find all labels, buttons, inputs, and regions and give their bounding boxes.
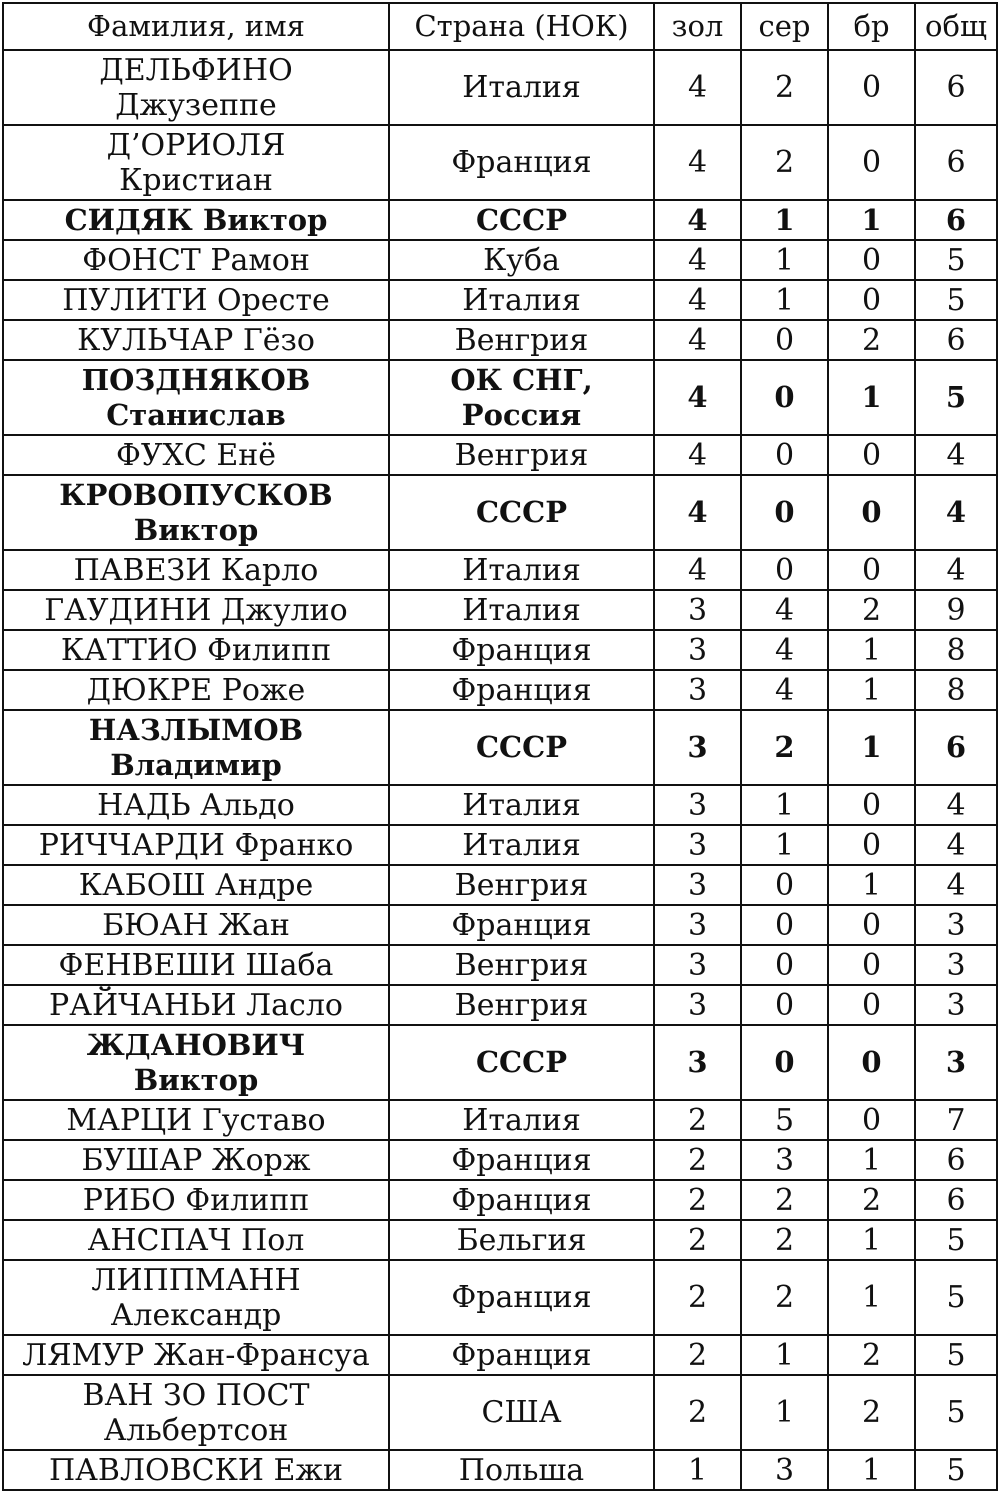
silver-count-cell: 4	[741, 630, 828, 670]
header-silver: сер	[741, 3, 828, 50]
table-row	[3, 630, 997, 670]
silver-count-cell: 0	[741, 550, 828, 590]
bronze-count-cell: 0	[828, 985, 915, 1025]
table-row	[3, 280, 997, 320]
gold-count-cell: 4	[654, 280, 741, 320]
athlete-name-cell	[3, 865, 389, 905]
athlete-name-cell	[3, 320, 389, 360]
athlete-name-cell	[3, 1220, 389, 1260]
total-count-cell: 4	[915, 550, 997, 590]
bronze-count-cell: 1	[828, 630, 915, 670]
gold-count-cell: 3	[654, 985, 741, 1025]
country-cell	[389, 240, 654, 280]
country-cell	[389, 1260, 654, 1335]
table-row	[3, 240, 997, 280]
bronze-count-cell: 0	[828, 280, 915, 320]
gold-count-cell: 2	[654, 1375, 741, 1450]
athlete-name-line: ПАВЛОВСКИ Ежи	[49, 1452, 343, 1488]
bronze-count-cell: 2	[828, 320, 915, 360]
silver-count-cell: 2	[741, 1260, 828, 1335]
country-line: СССР	[475, 1045, 568, 1079]
country-line: Россия	[461, 397, 582, 432]
country-line: Бельгия	[456, 1222, 587, 1258]
table-row	[3, 1375, 997, 1450]
country-line: Венгрия	[454, 437, 589, 473]
athlete-name-line: РИЧЧАРДИ Франко	[38, 827, 354, 863]
athlete-name-cell	[3, 1180, 389, 1220]
country-cell	[389, 1450, 654, 1490]
table-body	[3, 50, 997, 1490]
athlete-name-cell	[3, 1025, 389, 1100]
total-count-cell: 5	[915, 1260, 997, 1335]
athlete-name-line: Виктор	[133, 1062, 259, 1097]
total-count-cell: 3	[915, 1025, 997, 1100]
athlete-name-line: ФОНСТ Рамон	[82, 242, 310, 278]
total-count-cell: 6	[915, 710, 997, 785]
header-country: Страна (НОК)	[389, 3, 654, 50]
country-line: Франция	[451, 1182, 592, 1218]
country-line: Венгрия	[454, 322, 589, 358]
country-cell	[389, 1375, 654, 1450]
total-count-cell: 9	[915, 590, 997, 630]
country-cell	[389, 280, 654, 320]
country-cell	[389, 475, 654, 550]
total-count-cell: 6	[915, 200, 997, 240]
gold-count-cell: 3	[654, 630, 741, 670]
table-row	[3, 905, 997, 945]
bronze-count-cell: 0	[828, 905, 915, 945]
table-row	[3, 1100, 997, 1140]
country-cell	[389, 710, 654, 785]
silver-count-cell: 1	[741, 1335, 828, 1375]
athlete-name-line: ПОЗДНЯКОВ	[81, 362, 311, 397]
table-row	[3, 1335, 997, 1375]
table-row	[3, 360, 997, 435]
athlete-name-line: Владимир	[110, 747, 282, 782]
total-count-cell: 5	[915, 1335, 997, 1375]
silver-count-cell: 1	[741, 785, 828, 825]
medal-table	[2, 2, 998, 1491]
bronze-count-cell: 2	[828, 590, 915, 630]
athlete-name-line: ЛИППМАНН	[91, 1262, 301, 1298]
country-line: Италия	[462, 592, 581, 628]
bronze-count-cell: 1	[828, 360, 915, 435]
country-cell	[389, 785, 654, 825]
table-row	[3, 50, 997, 125]
athlete-name-line: СИДЯК Виктор	[64, 202, 328, 237]
total-count-cell: 5	[915, 1375, 997, 1450]
table-row	[3, 435, 997, 475]
silver-count-cell: 0	[741, 475, 828, 550]
athlete-name-cell	[3, 360, 389, 435]
athlete-name-cell	[3, 825, 389, 865]
athlete-name-line: ГАУДИНИ Джулио	[44, 592, 348, 628]
silver-count-cell: 0	[741, 360, 828, 435]
athlete-name-cell	[3, 1450, 389, 1490]
gold-count-cell: 3	[654, 590, 741, 630]
bronze-count-cell: 0	[828, 435, 915, 475]
gold-count-cell: 3	[654, 905, 741, 945]
bronze-count-cell: 0	[828, 785, 915, 825]
athlete-name-cell	[3, 1335, 389, 1375]
athlete-name-line: БЮАН Жан	[102, 907, 290, 943]
bronze-count-cell: 1	[828, 865, 915, 905]
gold-count-cell: 4	[654, 320, 741, 360]
silver-count-cell: 0	[741, 1025, 828, 1100]
gold-count-cell: 1	[654, 1450, 741, 1490]
gold-count-cell: 2	[654, 1140, 741, 1180]
country-line: СССР	[475, 495, 568, 529]
country-cell	[389, 945, 654, 985]
total-count-cell: 5	[915, 240, 997, 280]
silver-count-cell: 1	[741, 1375, 828, 1450]
table-row	[3, 865, 997, 905]
total-count-cell: 4	[915, 785, 997, 825]
gold-count-cell: 4	[654, 125, 741, 200]
gold-count-cell: 4	[654, 435, 741, 475]
table-row	[3, 475, 997, 550]
athlete-name-cell	[3, 785, 389, 825]
silver-count-cell: 1	[741, 280, 828, 320]
bronze-count-cell: 2	[828, 1180, 915, 1220]
athlete-name-cell	[3, 905, 389, 945]
athlete-name-cell	[3, 1100, 389, 1140]
table-row	[3, 550, 997, 590]
silver-count-cell: 0	[741, 945, 828, 985]
athlete-name-line: Альбертсон	[103, 1412, 289, 1448]
total-count-cell: 4	[915, 865, 997, 905]
country-line: США	[481, 1395, 562, 1430]
athlete-name-cell	[3, 200, 389, 240]
table-row	[3, 1025, 997, 1100]
country-line: Италия	[462, 282, 581, 318]
table-row	[3, 785, 997, 825]
gold-count-cell: 3	[654, 825, 741, 865]
header-row	[3, 3, 997, 50]
bronze-count-cell: 0	[828, 125, 915, 200]
bronze-count-cell: 2	[828, 1335, 915, 1375]
athlete-name-cell	[3, 50, 389, 125]
total-count-cell: 6	[915, 125, 997, 200]
gold-count-cell: 2	[654, 1220, 741, 1260]
athlete-name-line: Александр	[110, 1297, 282, 1333]
athlete-name-cell	[3, 945, 389, 985]
athlete-name-line: ПУЛИТИ Оресте	[62, 282, 330, 318]
country-line: Франция	[451, 1280, 592, 1315]
country-line: Италия	[462, 1102, 581, 1138]
country-line: Венгрия	[454, 987, 589, 1023]
athlete-name-cell	[3, 475, 389, 550]
bronze-count-cell: 1	[828, 1260, 915, 1335]
total-count-cell: 8	[915, 670, 997, 710]
silver-count-cell: 1	[741, 825, 828, 865]
total-count-cell: 4	[915, 435, 997, 475]
country-cell	[389, 1220, 654, 1260]
athlete-name-cell	[3, 630, 389, 670]
country-cell	[389, 1335, 654, 1375]
country-cell	[389, 435, 654, 475]
bronze-count-cell: 1	[828, 1450, 915, 1490]
total-count-cell: 3	[915, 985, 997, 1025]
table-row	[3, 1260, 997, 1335]
country-cell	[389, 360, 654, 435]
country-line: СССР	[475, 730, 568, 764]
table-row	[3, 1140, 997, 1180]
country-cell	[389, 550, 654, 590]
total-count-cell: 8	[915, 630, 997, 670]
country-line: Венгрия	[454, 947, 589, 983]
gold-count-cell: 3	[654, 670, 741, 710]
athlete-name-cell	[3, 240, 389, 280]
athlete-name-line: КАБОШ Андре	[78, 867, 314, 903]
country-cell	[389, 125, 654, 200]
gold-count-cell: 4	[654, 240, 741, 280]
athlete-name-line: БУШАР Жорж	[81, 1142, 311, 1178]
bronze-count-cell: 1	[828, 670, 915, 710]
silver-count-cell: 0	[741, 985, 828, 1025]
total-count-cell: 5	[915, 360, 997, 435]
bronze-count-cell: 0	[828, 825, 915, 865]
total-count-cell: 3	[915, 905, 997, 945]
total-count-cell: 5	[915, 280, 997, 320]
gold-count-cell: 3	[654, 1025, 741, 1100]
country-cell	[389, 670, 654, 710]
bronze-count-cell: 0	[828, 1100, 915, 1140]
country-line: Франция	[451, 1142, 592, 1178]
athlete-name-line: ВАН ЗО ПОСТ	[82, 1377, 310, 1413]
total-count-cell: 3	[915, 945, 997, 985]
athlete-name-cell	[3, 125, 389, 200]
athlete-name-line: КУЛЬЧАР Гёзо	[77, 322, 315, 358]
country-cell	[389, 590, 654, 630]
silver-count-cell: 2	[741, 125, 828, 200]
athlete-name-line: ПАВЕЗИ Карло	[73, 552, 319, 588]
silver-count-cell: 2	[741, 1180, 828, 1220]
silver-count-cell: 1	[741, 240, 828, 280]
gold-count-cell: 4	[654, 360, 741, 435]
bronze-count-cell: 0	[828, 475, 915, 550]
country-cell	[389, 1140, 654, 1180]
table-row	[3, 1180, 997, 1220]
country-line: Венгрия	[454, 867, 589, 903]
gold-count-cell: 3	[654, 865, 741, 905]
country-line: Франция	[451, 907, 592, 943]
table-row	[3, 1220, 997, 1260]
silver-count-cell: 0	[741, 905, 828, 945]
country-cell	[389, 200, 654, 240]
bronze-count-cell: 1	[828, 1140, 915, 1180]
athlete-name-cell	[3, 1375, 389, 1450]
country-line: Франция	[451, 145, 592, 180]
country-cell	[389, 985, 654, 1025]
athlete-name-cell	[3, 550, 389, 590]
athlete-name-cell	[3, 670, 389, 710]
athlete-name-line: ЛЯМУР Жан-Франсуа	[22, 1337, 370, 1373]
country-line: СССР	[475, 202, 568, 237]
bronze-count-cell: 0	[828, 50, 915, 125]
total-count-cell: 6	[915, 1140, 997, 1180]
gold-count-cell: 4	[654, 200, 741, 240]
athlete-name-cell	[3, 280, 389, 320]
country-line: Франция	[451, 632, 592, 668]
country-line: ОК СНГ,	[450, 362, 593, 397]
country-cell	[389, 905, 654, 945]
table-row	[3, 985, 997, 1025]
country-cell	[389, 1025, 654, 1100]
athlete-name-cell	[3, 590, 389, 630]
table-row	[3, 945, 997, 985]
country-line: Италия	[462, 70, 581, 105]
gold-count-cell: 2	[654, 1260, 741, 1335]
gold-count-cell: 3	[654, 945, 741, 985]
gold-count-cell: 4	[654, 475, 741, 550]
table-row	[3, 670, 997, 710]
silver-count-cell: 0	[741, 865, 828, 905]
athlete-name-cell	[3, 1140, 389, 1180]
athlete-name-line: Станислав	[106, 397, 286, 432]
country-line: Италия	[462, 552, 581, 588]
table-row	[3, 320, 997, 360]
athlete-name-cell	[3, 435, 389, 475]
athlete-name-line: МАРЦИ Густаво	[66, 1102, 326, 1138]
header-name: Фамилия, имя	[3, 3, 389, 50]
athlete-name-line: ФЕНВЕШИ Шаба	[58, 947, 334, 983]
gold-count-cell: 2	[654, 1335, 741, 1375]
country-cell	[389, 630, 654, 670]
gold-count-cell: 4	[654, 50, 741, 125]
silver-count-cell: 1	[741, 200, 828, 240]
gold-count-cell: 3	[654, 785, 741, 825]
athlete-name-line: РИБО Филипп	[82, 1182, 310, 1218]
table-row	[3, 590, 997, 630]
total-count-cell: 4	[915, 475, 997, 550]
athlete-name-line: ЖДАНОВИЧ	[86, 1027, 306, 1062]
athlete-name-cell	[3, 1260, 389, 1335]
country-line: Италия	[462, 787, 581, 823]
country-cell	[389, 825, 654, 865]
country-line: Франция	[451, 672, 592, 708]
country-cell	[389, 50, 654, 125]
silver-count-cell: 5	[741, 1100, 828, 1140]
table-row	[3, 200, 997, 240]
gold-count-cell: 2	[654, 1180, 741, 1220]
total-count-cell: 6	[915, 1180, 997, 1220]
country-line: Польша	[458, 1452, 585, 1488]
athlete-name-line: КРОВОПУСКОВ	[59, 477, 333, 512]
header-bronze: бр	[828, 3, 915, 50]
table-row	[3, 1450, 997, 1490]
silver-count-cell: 2	[741, 710, 828, 785]
country-line: Куба	[483, 242, 560, 278]
header-gold: зол	[654, 3, 741, 50]
athlete-name-line: Д’ОРИОЛЯ	[106, 127, 286, 163]
silver-count-cell: 2	[741, 1220, 828, 1260]
bronze-count-cell: 1	[828, 1220, 915, 1260]
gold-count-cell: 2	[654, 1100, 741, 1140]
silver-count-cell: 0	[741, 320, 828, 360]
bronze-count-cell: 2	[828, 1375, 915, 1450]
athlete-name-line: Джузеппе	[115, 87, 277, 123]
bronze-count-cell: 1	[828, 200, 915, 240]
total-count-cell: 5	[915, 1450, 997, 1490]
athlete-name-line: ФУХС Енё	[115, 437, 277, 473]
silver-count-cell: 4	[741, 670, 828, 710]
bronze-count-cell: 0	[828, 1025, 915, 1100]
country-line: Франция	[451, 1337, 592, 1373]
country-line: Италия	[462, 827, 581, 863]
athlete-name-line: Виктор	[133, 512, 259, 547]
country-cell	[389, 1180, 654, 1220]
table-row	[3, 710, 997, 785]
total-count-cell: 6	[915, 50, 997, 125]
athlete-name-line: ДЕЛЬФИНО	[99, 52, 293, 88]
athlete-name-line: ДЮКРЕ Роже	[86, 672, 306, 708]
total-count-cell: 7	[915, 1100, 997, 1140]
country-cell	[389, 1100, 654, 1140]
header-total: общ	[915, 3, 997, 50]
total-count-cell: 4	[915, 825, 997, 865]
table-row	[3, 125, 997, 200]
silver-count-cell: 3	[741, 1140, 828, 1180]
athlete-name-line: РАЙЧАНЬИ Ласло	[49, 987, 343, 1023]
gold-count-cell: 3	[654, 710, 741, 785]
total-count-cell: 5	[915, 1220, 997, 1260]
athlete-name-line: НАДЬ Альдо	[97, 787, 295, 823]
silver-count-cell: 2	[741, 50, 828, 125]
bronze-count-cell: 1	[828, 710, 915, 785]
bronze-count-cell: 0	[828, 945, 915, 985]
athlete-name-line: АНСПАЧ Пол	[87, 1222, 305, 1258]
total-count-cell: 6	[915, 320, 997, 360]
athlete-name-line: КАТТИО Филипп	[60, 632, 332, 668]
country-cell	[389, 320, 654, 360]
gold-count-cell: 4	[654, 550, 741, 590]
silver-count-cell: 4	[741, 590, 828, 630]
athlete-name-cell	[3, 985, 389, 1025]
bronze-count-cell: 0	[828, 240, 915, 280]
silver-count-cell: 3	[741, 1450, 828, 1490]
athlete-name-cell	[3, 710, 389, 785]
table-header	[3, 3, 997, 50]
athlete-name-line: Кристиан	[119, 162, 273, 198]
country-cell	[389, 865, 654, 905]
athlete-name-line: НАЗЛЫМОВ	[88, 712, 304, 747]
silver-count-cell: 0	[741, 435, 828, 475]
bronze-count-cell: 0	[828, 550, 915, 590]
table-row	[3, 825, 997, 865]
